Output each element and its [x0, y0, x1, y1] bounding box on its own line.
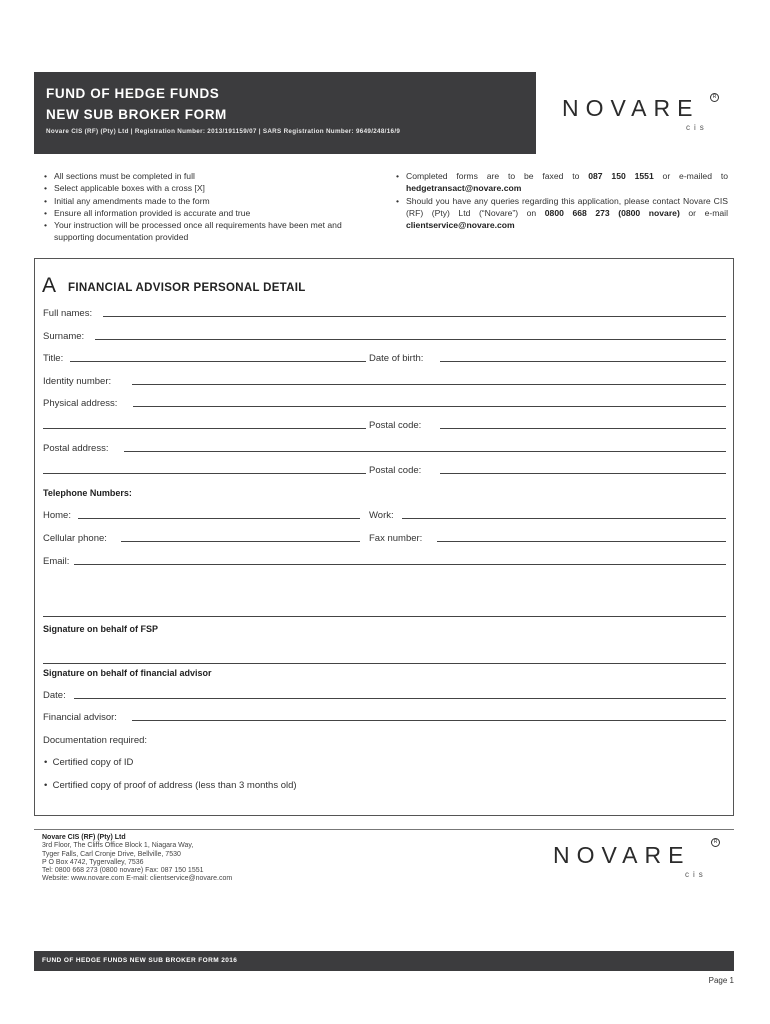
advisor-signature-label: Signature on behalf of financial advisor — [43, 668, 212, 678]
postal-code-label: Postal code: — [369, 420, 422, 431]
postal-code-field[interactable] — [440, 428, 726, 429]
registered-mark-icon: R — [710, 93, 719, 102]
website-email-line[interactable]: Website: www.novare.com E-mail: clientservice@novare.com — [42, 875, 233, 883]
physical-address-field-line2[interactable] — [43, 428, 366, 429]
full-names-field[interactable] — [103, 316, 726, 317]
form-title-line2: NEW SUB BROKER FORM — [46, 107, 227, 122]
work-phone-field[interactable] — [402, 518, 726, 519]
date-label: Date: — [43, 690, 66, 701]
registration-info: Novare CIS (RF) (Pty) Ltd | Registration Number: 2013/191159/07 | SARS Registration Number: 9649/248/16/9 — [46, 128, 401, 135]
footer-bar-text: FUND OF HEDGE FUNDS NEW SUB BROKER FORM 2016 — [42, 957, 238, 964]
instructions-left — [42, 170, 382, 244]
title-label: Title: — [43, 353, 64, 364]
cellular-phone-label: Cellular phone: — [43, 533, 107, 544]
full-names-label: Full names: — [43, 308, 93, 319]
home-phone-label: Home: — [43, 510, 71, 521]
postal-code-field-2[interactable] — [440, 473, 726, 474]
instructions-right — [394, 170, 728, 231]
form-title-line1: FUND OF HEDGE FUNDS — [46, 86, 220, 101]
telephone-numbers-heading: Telephone Numbers: — [43, 488, 132, 498]
date-field[interactable] — [74, 698, 726, 699]
section-letter: A — [42, 274, 57, 297]
bullet-icon: • — [44, 780, 53, 791]
novare-logo-footer: NOVARE cis R — [553, 842, 690, 869]
page-number: Page 1 — [708, 976, 734, 985]
instruction-item: • Your instruction will be processed once all requirements have been met and supporting documentation provided — [42, 219, 382, 244]
postal-address-field[interactable] — [124, 451, 726, 452]
doc-item-address: • Certified copy of proof of address (less than 3 months old) — [44, 780, 297, 791]
home-phone-field[interactable] — [78, 518, 360, 519]
doc-item-id: • Certified copy of ID — [44, 757, 134, 768]
surname-label: Surname: — [43, 331, 85, 342]
work-phone-label: Work: — [369, 510, 394, 521]
contact-phone: 0800 668 273 (0800 novare) — [544, 207, 680, 218]
instruction-item: • Ensure all information provided is accurate and true — [42, 207, 382, 219]
physical-address-label: Physical address: — [43, 398, 118, 409]
instruction-item: • All sections must be completed in full — [42, 170, 382, 182]
instruction-item: • Initial any amendments made to the form — [42, 195, 382, 207]
dob-field[interactable] — [440, 361, 726, 362]
fsp-signature-line[interactable] — [43, 616, 726, 617]
advisor-signature-line[interactable] — [43, 663, 726, 664]
documentation-required-label: Documentation required: — [43, 735, 148, 746]
surname-field[interactable] — [95, 339, 726, 340]
footer-bar — [34, 951, 734, 971]
instruction-item-contact: • Should you have any queries regarding this application, please contact Novare CIS (RF) (Pty) Ltd (“Novare”) on 0800 668 273 (0800 novare) or e-mail clientservice@novare.com — [394, 195, 728, 232]
id-number-field[interactable] — [132, 384, 726, 385]
novare-logo-top: NOVARE cis R — [562, 95, 699, 122]
postal-code-label-2: Postal code: — [369, 465, 422, 476]
postal-address-label: Postal address: — [43, 443, 109, 454]
fax-number-label: Fax number: — [369, 533, 423, 544]
client-service-email[interactable]: clientservice@novare.com — [406, 220, 515, 231]
header-banner — [34, 72, 536, 154]
title-field[interactable] — [70, 361, 366, 362]
company-address: Novare CIS (RF) (Pty) Ltd 3rd Floor, The Cliffs Office Block 1, Niagara Way, Tyger Falls, Carl Cronje Drive, Bellville, 7530 P O Box 4742, Tygervalley, 7536 Tel: 0800 668 273 (0800 novare) Fax: 087 150 1551 Website: www.novare.com E-mail: clientservice@novare.com — [42, 834, 233, 883]
footer-divider — [34, 829, 734, 830]
financial-advisor-label: Financial advisor: — [43, 712, 117, 723]
instruction-item: • Select applicable boxes with a cross [X] — [42, 182, 382, 194]
financial-advisor-field[interactable] — [132, 720, 726, 721]
email-field[interactable] — [74, 564, 726, 565]
physical-address-field[interactable] — [133, 406, 726, 407]
hedge-email[interactable]: hedgetransact@novare.com — [406, 183, 522, 194]
fax-number-field[interactable] — [437, 541, 726, 542]
fax-number: 087 150 1551 — [588, 171, 654, 181]
id-number-label: Identity number: — [43, 376, 112, 387]
postal-address-field-line2[interactable] — [43, 473, 366, 474]
company-name: Novare CIS (RF) (Pty) Ltd — [42, 834, 126, 841]
registered-mark-icon: R — [711, 838, 720, 847]
instruction-item-fax: • Completed forms are to be faxed to 087 150 1551 or e-mailed to hedgetransact@novare.com — [394, 170, 728, 195]
email-label: Email: — [43, 556, 70, 567]
section-title: FINANCIAL ADVISOR PERSONAL DETAIL — [68, 282, 306, 294]
fsp-signature-label: Signature on behalf of FSP — [43, 624, 159, 634]
bullet-icon: • — [44, 757, 53, 768]
dob-label: Date of birth: — [369, 353, 424, 364]
cellular-phone-field[interactable] — [121, 541, 360, 542]
